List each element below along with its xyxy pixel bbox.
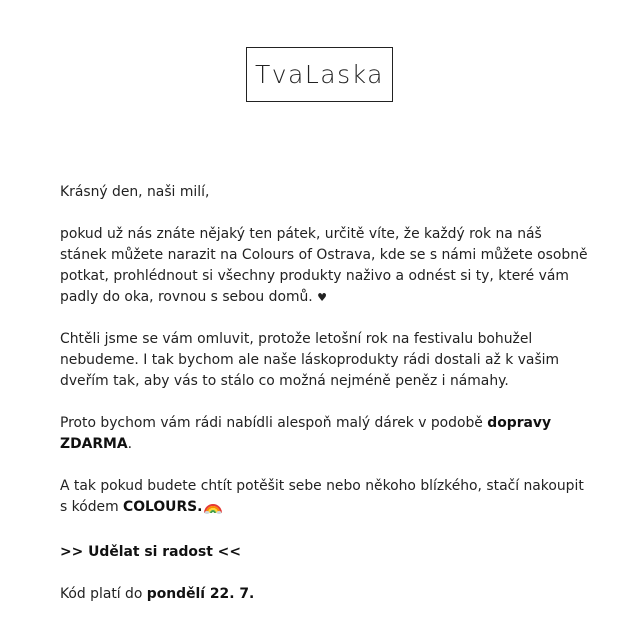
free-shipping-highlight: dopravy ZDARMA: [60, 415, 552, 452]
greeting-text: Krásný den, naši milí,: [60, 184, 210, 200]
validity-date: pondělí 22. 7.: [146, 586, 255, 602]
email-body: [60, 182, 590, 626]
offer-text: Proto bychom vám rádi nabídli alespoň malý dárek v podobě: [60, 415, 488, 431]
cta-paragraph: [60, 542, 590, 563]
rainbow-icon: [204, 500, 222, 521]
paragraph-offer: [60, 413, 590, 455]
validity-text: Kód platí do: [60, 586, 147, 602]
paragraph-apology: Chtěli jsme se vám omluvit, protože letošní rok na festivalu bohužel nebudeme. I tak bychom ale naše láskoprodukty rádi dostali až k vašim dveřím tak, aby vás to stálo co možná nejméně peněz i námahy.: [60, 331, 560, 389]
heart-icon: ♥: [317, 291, 327, 304]
paragraph-code: [60, 476, 590, 521]
brand-logo[interactable]: [246, 47, 393, 102]
paragraph-intro: [60, 224, 590, 308]
code-text: A tak pokud budete chtít potěšit sebe nebo někoho blízkého, stačí nakoupit s kódem: [60, 478, 584, 515]
cta-link[interactable]: >> Udělat si radost <<: [60, 544, 241, 560]
brand-logo-text: TvaLaska: [254, 60, 385, 89]
discount-code: COLOURS.: [123, 499, 203, 515]
validity-paragraph: [60, 584, 590, 605]
offer-end: .: [127, 436, 133, 452]
paragraph-intro-text: pokud už nás znáte nějaký ten pátek, určitě víte, že každý rok na náš stánek můžete narazit na Colours of Ostrava, kde se s námi můžete osobně potkat, prohlédnout si všechny produkty naživo a odnést si ty, které vám padly do oka, rovnou s sebou domů.: [60, 226, 588, 305]
